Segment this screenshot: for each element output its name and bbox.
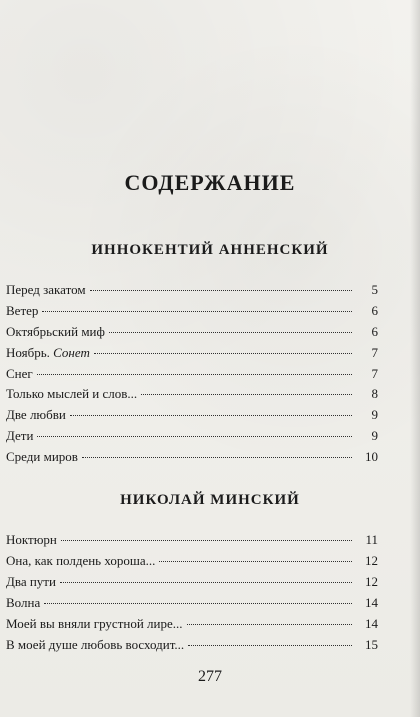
page-number: 277	[198, 668, 222, 685]
toc-item-title: Октябрьский миф	[6, 324, 105, 339]
toc-item	[6, 365, 378, 383]
dot-leader	[188, 645, 352, 646]
toc-item-page: 15	[365, 637, 378, 652]
toc-item	[6, 344, 378, 362]
section-title-minsky: НИКОЛАЙ МИНСКИЙ	[120, 492, 300, 508]
toc-item-page: 9	[371, 407, 378, 422]
toc-item-title: Среди миров	[6, 449, 78, 464]
dot-leader	[60, 582, 352, 583]
contents-title: СОДЕРЖАНИЕ	[124, 170, 296, 195]
toc-item-page: 6	[371, 303, 378, 318]
dot-leader	[70, 415, 352, 416]
toc-item-title: Перед закатом	[6, 282, 86, 297]
toc-item-page: 10	[365, 449, 378, 464]
dot-leader	[94, 353, 352, 354]
page-edge-shadow	[410, 0, 420, 717]
toc-item	[6, 406, 378, 424]
toc-item	[6, 448, 378, 466]
dot-leader	[141, 394, 352, 395]
toc-item	[6, 281, 378, 299]
dot-leader	[82, 457, 352, 458]
toc-item	[6, 427, 378, 445]
toc-item-title: Только мыслей и слов...	[6, 386, 138, 401]
toc-item-title: Она, как полдень хороша...	[6, 553, 156, 568]
toc-item-page: 11	[365, 532, 378, 547]
toc-item	[6, 385, 378, 403]
toc-item-title: В моей душе любовь восходит...	[6, 637, 185, 652]
toc-item-title: Ветер	[6, 303, 39, 318]
dot-leader	[159, 561, 352, 562]
toc-item-page: 8	[371, 386, 378, 401]
toc-item	[6, 323, 378, 341]
toc-item-title: Ноктюрн	[6, 532, 57, 547]
toc-item	[6, 302, 378, 320]
dot-leader	[44, 603, 352, 604]
toc-item-page: 9	[371, 428, 378, 443]
toc-item-page: 12	[365, 574, 378, 589]
toc-item-title	[6, 344, 94, 362]
toc-item-title: Дети	[6, 428, 34, 443]
toc-item-title: Снег	[6, 366, 33, 381]
toc-item-page: 6	[371, 324, 378, 339]
toc-item-title: Волна	[6, 595, 41, 610]
toc-item	[6, 636, 378, 654]
dot-leader	[109, 332, 352, 333]
dot-leader	[37, 436, 352, 437]
toc-item-title-italic: Сонет	[53, 345, 90, 360]
toc-item	[6, 594, 378, 612]
section-title-annensky: ИННОКЕНТИЙ АННЕНСКИЙ	[91, 242, 329, 258]
dot-leader	[187, 624, 352, 625]
toc-item-title: Два пути	[6, 574, 56, 589]
toc-item	[6, 531, 378, 549]
toc-item-page: 14	[365, 595, 378, 610]
toc-item-page: 7	[371, 345, 378, 360]
toc-item-page: 5	[371, 282, 378, 297]
toc-item-title: Две любви	[6, 407, 66, 422]
toc-item-page: 7	[371, 366, 378, 381]
toc-item	[6, 552, 378, 570]
dot-leader	[90, 290, 352, 291]
toc-item	[6, 615, 378, 633]
dot-leader	[61, 540, 352, 541]
toc-item-title-main: Ноябрь.	[6, 345, 54, 360]
dot-leader	[42, 311, 352, 312]
toc-item	[6, 573, 378, 591]
toc-item-title: Моей вы вняли грустной лире...	[6, 616, 183, 631]
toc-item-page: 12	[365, 553, 378, 568]
toc-item-page: 14	[365, 616, 378, 631]
dot-leader	[37, 374, 352, 375]
